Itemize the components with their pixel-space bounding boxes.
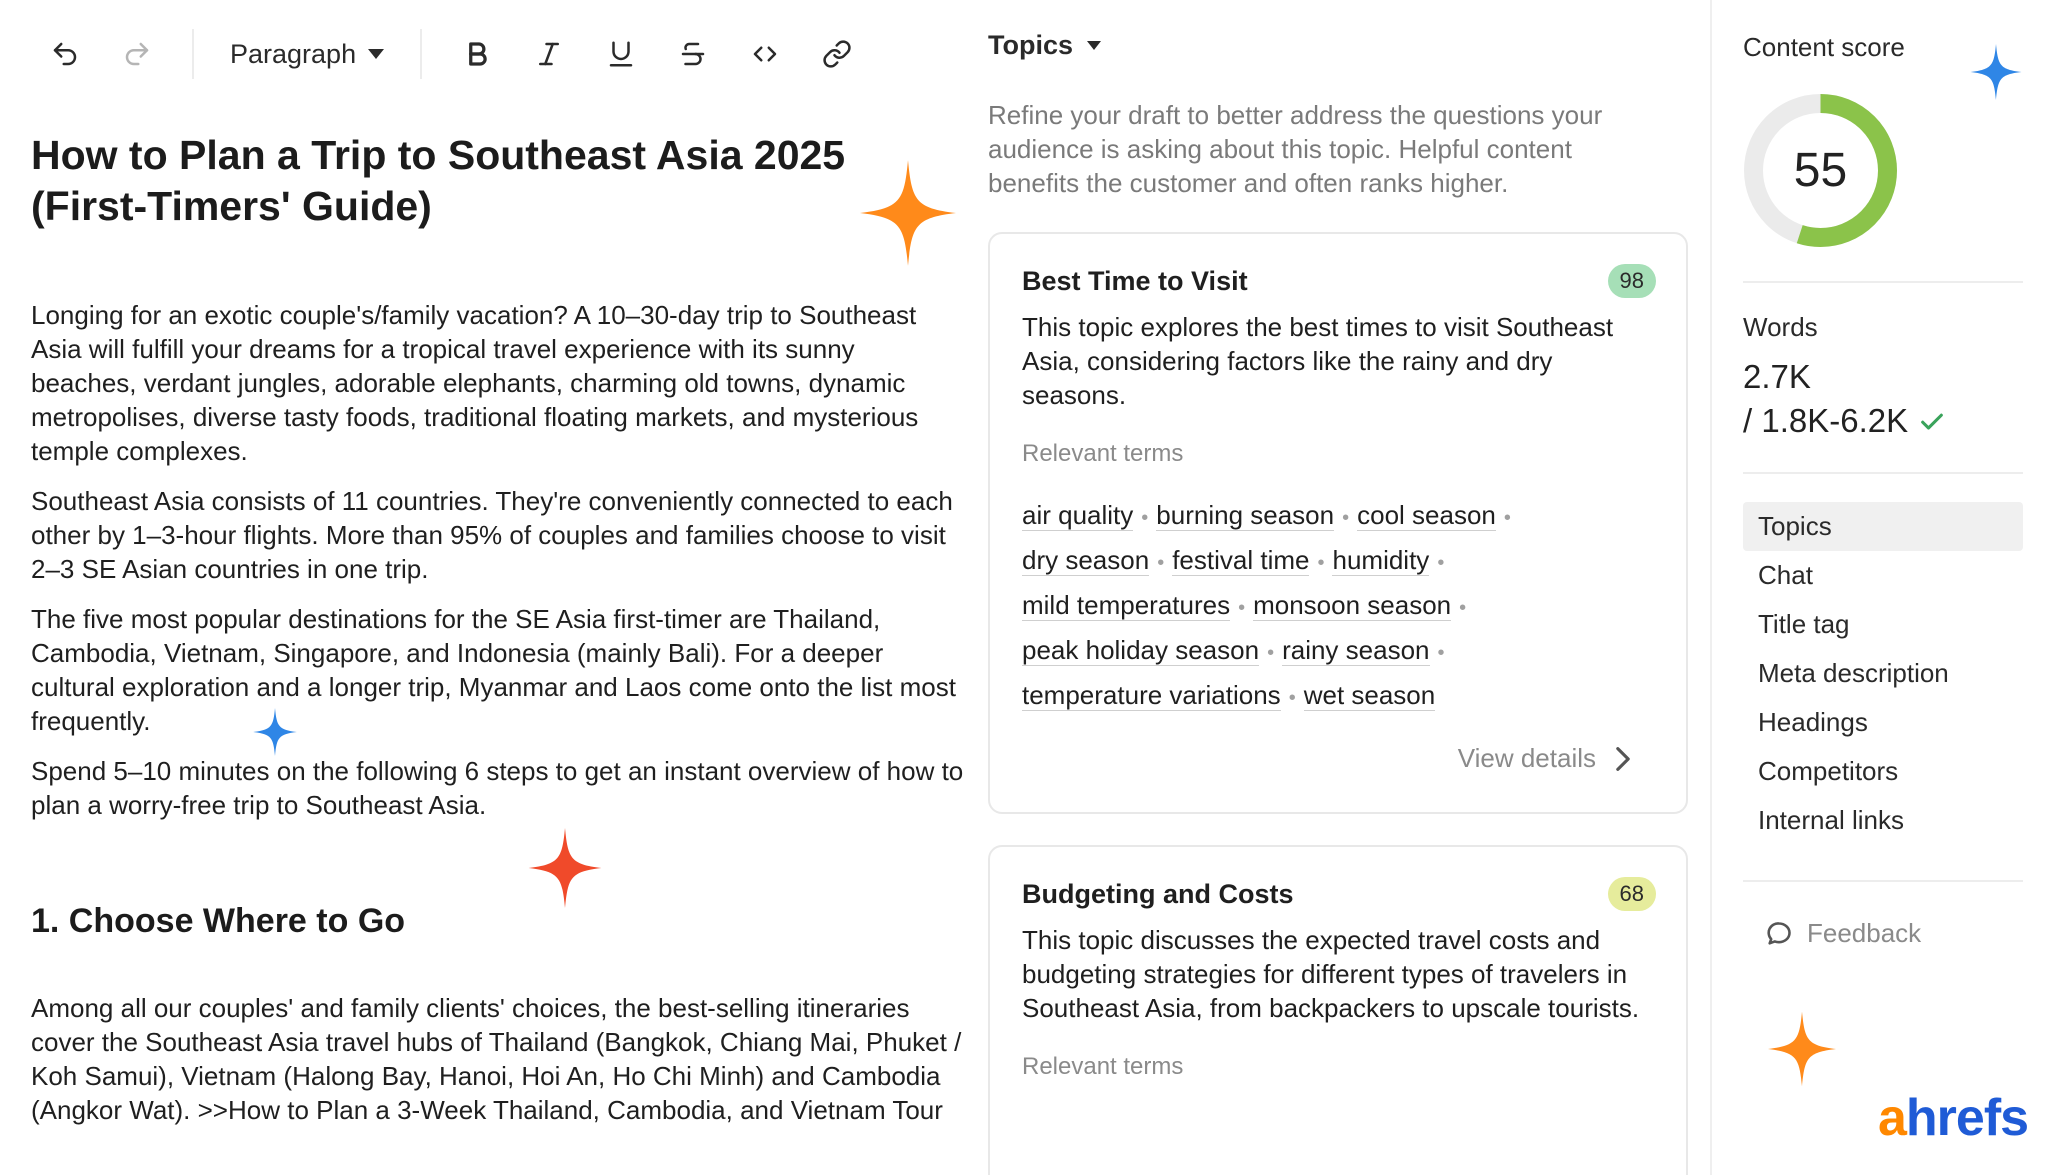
document-body[interactable] xyxy=(31,130,966,1127)
sidebar-item-meta-description[interactable]: Meta description xyxy=(1758,658,1949,688)
relevant-term[interactable]: humidity xyxy=(1332,545,1430,575)
topic-card xyxy=(988,232,1688,814)
sidebar-divider xyxy=(1743,472,2023,474)
undo-button[interactable] xyxy=(40,29,90,79)
logo-letter-a: a xyxy=(1878,1089,1906,1147)
term-separator: • xyxy=(1141,507,1149,529)
relevant-term[interactable]: dry season xyxy=(1022,545,1150,575)
code-icon xyxy=(750,39,780,69)
topic-title: Best Time to Visit xyxy=(1022,265,1248,296)
block-format-dropdown[interactable] xyxy=(224,39,390,70)
redo-icon xyxy=(122,39,152,69)
sidebar-nav xyxy=(1743,502,2023,845)
term-separator: • xyxy=(1437,552,1445,574)
words-range-text: / 1.8K-6.2K xyxy=(1743,402,1909,439)
term-separator: • xyxy=(1288,687,1296,709)
paragraph: Spend 5–10 minutes on the following 6 steps to get an instant overview of how to plan a worry-free trip to Southeast Asia. xyxy=(31,756,964,820)
term-separator: • xyxy=(1459,597,1467,619)
paragraph: The five most popular destinations for the SE Asia first-timer are Thailand, Cambodia, Vietnam, Singapore, and Indonesia (mainly Bali). For a deeper cultural exploration and a longer trip, Myanmar and Laos come onto the list most frequently. xyxy=(31,604,956,736)
sidebar-item-topics[interactable]: Topics xyxy=(1743,502,2023,551)
topic-description: This topic discusses the expected travel costs and budgeting strategies for different types of travelers in Southeast Asia, from backpackers to upscale tourists. xyxy=(1022,925,1640,1023)
topics-description: Refine your draft to better address the questions your audience is asking about this topic. Helpful content benefits the customer and often ranks higher. xyxy=(988,100,1603,198)
sidebar-divider xyxy=(1743,281,2023,283)
logo-text: hrefs xyxy=(1905,1089,2029,1147)
paragraph: Longing for an exotic couple's/family vacation? A 10–30-day trip to Southeast Asia will fulfill your dreams for a tropical travel experience with its sunny beaches, verdant jungles, adorable elephants, charming old towns, dynamic metropolises, diverse tasty foods, traditional floating markets, and mysterious temple complexes. xyxy=(31,300,919,466)
strikethrough-icon xyxy=(678,39,708,69)
relevant-term[interactable]: festival time xyxy=(1172,545,1310,575)
sparkle-orange-large-icon xyxy=(860,158,956,268)
link-icon xyxy=(822,39,852,69)
sparkle-red-icon xyxy=(528,828,602,908)
topic-card-header xyxy=(1022,877,1656,911)
paragraph: Among all our couples' and family clients' choices, the best-selling itineraries cover the Southeast Asia travel hubs of Thailand (Bangkok, Chiang Mai, Phuket / Koh Samui), Vietnam (Halong Bay, Hanoi, Hoi An, Ho Chi Minh) and Cambodia (Angkor Wat). >>How to Plan a 3-Week Thailand, Cambodia, and Vietnam Tour xyxy=(31,993,962,1125)
sidebar-item-internal-links[interactable]: Internal links xyxy=(1758,805,1904,835)
words-label: Words xyxy=(1743,312,1818,342)
relevant-terms-list xyxy=(1022,494,1642,719)
topic-card xyxy=(988,845,1688,1175)
sidebar-item-chat[interactable]: Chat xyxy=(1758,560,1813,590)
topic-score-badge: 98 xyxy=(1608,264,1656,298)
section-heading: 1. Choose Where to Go xyxy=(31,902,406,940)
relevant-terms-label: Relevant terms xyxy=(1022,1053,1184,1080)
relevant-term[interactable]: rainy season xyxy=(1282,635,1430,665)
italic-button[interactable] xyxy=(524,29,574,79)
chevron-right-icon xyxy=(1614,746,1632,772)
sidebar-divider xyxy=(1743,880,2023,882)
strikethrough-button[interactable] xyxy=(668,29,718,79)
document-title: How to Plan a Trip to Southeast Asia 2025 (First-Timers' Guide) xyxy=(31,132,846,229)
term-separator: • xyxy=(1437,642,1445,664)
chevron-down-icon xyxy=(368,49,384,59)
relevant-term[interactable]: wet season xyxy=(1303,680,1436,710)
words-target-range xyxy=(1743,400,1946,442)
term-separator: • xyxy=(1342,507,1350,529)
topics-header-label: Topics xyxy=(988,30,1074,60)
relevant-terms-label: Relevant terms xyxy=(1022,440,1184,467)
toolbar-divider xyxy=(420,29,422,79)
topic-score-badge: 68 xyxy=(1608,877,1656,911)
topics-dropdown[interactable] xyxy=(988,30,1101,61)
block-format-label: Paragraph xyxy=(230,38,357,69)
view-details-label: View details xyxy=(1457,743,1596,773)
sidebar-item-title-tag[interactable]: Title tag xyxy=(1758,609,1850,639)
term-separator: • xyxy=(1238,597,1246,619)
view-details-link[interactable] xyxy=(1458,743,1632,774)
bold-button[interactable] xyxy=(452,29,502,79)
relevant-term[interactable]: peak holiday season xyxy=(1022,635,1260,665)
sidebar-item-headings[interactable]: Headings xyxy=(1758,707,1868,737)
chevron-down-icon xyxy=(1087,41,1101,50)
paragraph: Southeast Asia consists of 11 countries. They're conveniently connected to each other by 1–3-hour flights. More than 95% of couples and families choose to visit 2–3 SE Asian countries in one trip. xyxy=(31,486,953,584)
feedback-button[interactable] xyxy=(1765,918,1921,949)
undo-icon xyxy=(50,39,80,69)
right-sidebar xyxy=(1743,0,2033,1175)
relevant-term[interactable]: mild temperatures xyxy=(1022,590,1231,620)
toolbar-divider xyxy=(192,29,194,79)
relevant-term[interactable]: burning season xyxy=(1156,500,1335,530)
topic-title: Budgeting and Costs xyxy=(1022,878,1294,909)
redo-button[interactable] xyxy=(112,29,162,79)
content-score-gauge xyxy=(1743,93,1898,248)
check-icon xyxy=(1918,407,1946,435)
sidebar-divider xyxy=(1710,0,1712,1175)
format-buttons xyxy=(452,29,862,79)
bold-icon xyxy=(462,39,492,69)
topic-card-header xyxy=(1022,264,1656,298)
code-button[interactable] xyxy=(740,29,790,79)
content-score-value: 55 xyxy=(1793,144,1848,197)
content-score-label: Content score xyxy=(1743,32,1905,62)
underline-button[interactable] xyxy=(596,29,646,79)
relevant-term[interactable]: air quality xyxy=(1022,500,1134,530)
term-separator: • xyxy=(1267,642,1275,664)
words-count: 2.7K xyxy=(1743,358,1811,395)
link-button[interactable] xyxy=(812,29,862,79)
term-separator: • xyxy=(1317,552,1325,574)
italic-icon xyxy=(534,39,564,69)
term-separator: • xyxy=(1157,552,1165,574)
relevant-term[interactable]: cool season xyxy=(1357,500,1496,530)
editor-toolbar xyxy=(40,28,862,80)
sparkle-blue-small-icon xyxy=(252,708,298,756)
editor-pane xyxy=(0,0,970,1175)
chat-bubble-icon xyxy=(1765,920,1793,948)
topic-description: This topic explores the best times to visit Southeast Asia, considering factors like the rainy and dry seasons. xyxy=(1022,312,1614,410)
relevant-term[interactable]: temperature variations xyxy=(1022,680,1281,710)
feedback-label: Feedback xyxy=(1807,918,1922,948)
relevant-term[interactable]: monsoon season xyxy=(1253,590,1452,620)
term-separator: • xyxy=(1503,507,1511,529)
topics-pane xyxy=(988,0,1688,1175)
ahrefs-logo xyxy=(1878,1088,2028,1148)
underline-icon xyxy=(606,39,636,69)
sidebar-item-competitors[interactable]: Competitors xyxy=(1758,756,1899,786)
